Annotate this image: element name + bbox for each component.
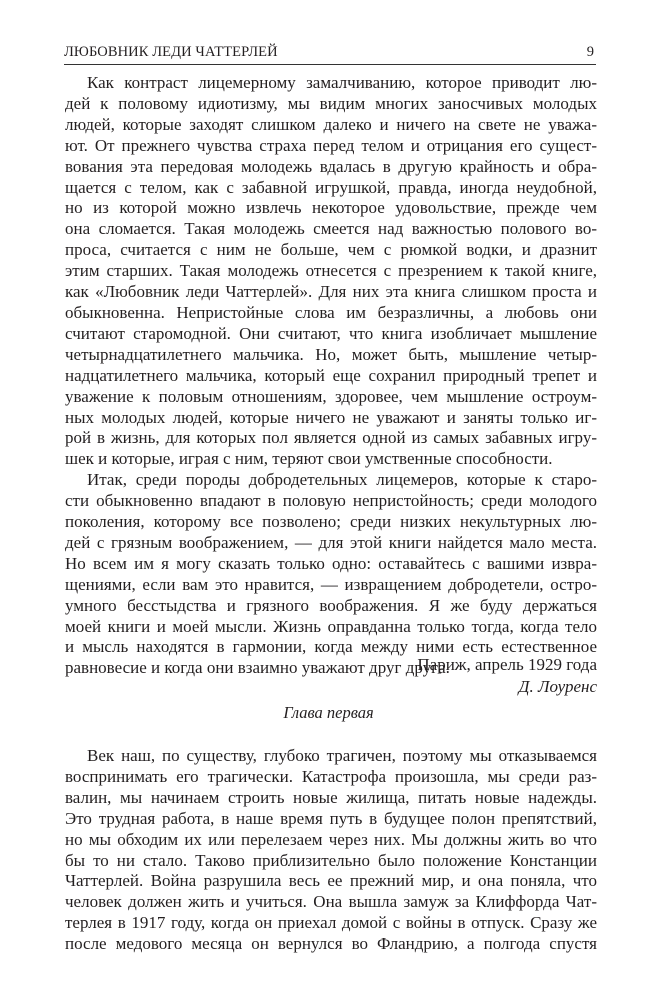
text-line: человек должен жить и учиться. Она вышла замуж за Клиффорда Чат- [65,892,597,912]
text-line: Как контраст лицемерному замалчиванию, которое приводит лю- [87,73,597,92]
text-line: четырнадцатилетнего мальчика. Но, может быть, мышление четыр- [65,344,597,364]
text-line: уважение к половым отношениям, здоровее, чем мышление остроум- [65,386,597,406]
text-line: Это трудная работа, в наше время путь в будущее полон препятствий, [65,808,597,828]
text-line: но из которой можно извлечь некоторое удовольствие, прежде чем [65,198,597,218]
text-line: бы то ни стало. Таково приблизительно было положение Констанции [65,850,597,870]
text-line: валин, мы начинаем строить новые жилища, питать новые надежды. [65,787,597,807]
text-line: проса, считается с ним не больше, чем с рюмкой водки, и дразнит [65,240,597,260]
text-line: этим старших. Такая молодежь отнесется с презрением к такой книге, [65,261,597,281]
text-line: после медового месяца он вернулся во Фландрию, а полгода спустя [65,934,597,954]
text-line: моей книги и моей мысли. Жизнь оправданна только тогда, когда тело [65,616,597,636]
text-line: считают старомодной. Они считают, что книга изобличает мышление [65,323,597,343]
author: Д. Лоуренс [518,677,597,696]
text-line: обыкновенна. Непристойные слова им безразличны, а любовь они [65,302,597,322]
text-line: воспринимать его трагически. Катастрофа произошла, мы среди раз- [65,766,597,786]
text-line: но мы обходим их или перелезаем через них. Мы должны жить во что [65,829,597,849]
text-line: умного бесстыдства и грязного воображения. Я же буду держаться [65,595,597,615]
chapter-text [65,746,597,955]
text-line: как «Любовник леди Чаттерлей». Для них эта книга слишком проста и [65,282,597,302]
text-line: Век наш, по существу, глубоко трагичен, поэтому мы отказываемся [87,746,597,765]
paragraph [65,73,597,470]
text-line: ных молодых людей, которые ничего не уважают и заняты только иг- [65,407,597,427]
paragraph [65,470,597,679]
running-header [64,42,596,65]
chapter-title: Глава первая [283,703,374,722]
preface-text [65,73,597,679]
signature-block [417,654,597,698]
text-line: ют. От прежнего чувства страха перед телом и отрицания его сущест- [65,135,597,155]
text-line: надцатилетнего мальчика, который еще сохранил природный трепет и [65,365,597,385]
text-line: вования эта передовая молодежь вдалась в другую крайность и обра- [65,156,597,176]
text-line: поколения, которому все позволено; среди низких некультурных лю- [65,512,597,532]
text-line: Чаттерлей. Война разрушила весь ее прежний мир, и она поняла, что [65,871,597,891]
text-line: щениями, если вам это нравится, — извращением добродетели, остро- [65,574,597,594]
text-line: людей, которые заходят слишком далеко и ничего на свете не уважа- [65,114,597,134]
page-number: 9 [586,44,594,60]
text-line: шек и которые, играя с ним, теряют свои умственные способности. [65,449,553,469]
book-title: ЛЮБОВНИК ЛЕДИ ЧАТТЕРЛЕЙ [64,44,278,60]
text-line: и мысль находятся в гармонии, когда между ними есть естественное [65,637,597,657]
text-line: рой в жизнь, для которых пол является одной из самых забавных игру- [65,428,597,448]
text-line: щается с телом, как с забавной игрушкой, правда, иногда неудобной, [65,177,597,197]
text-line: сти обыкновенно впадают в половую непристойность; среди молодого [65,491,597,511]
text-line: она сломается. Такая молодежь смеется над важностью полового во- [65,219,597,239]
text-line: терлея в 1917 году, когда он приехал домой с войны в отпуск. Сразу же [65,913,597,933]
text-line: Итак, среди породы добродетельных лицемеров, которые к старо- [87,470,597,490]
text-line: равновесие и когда они взаимно уважают друг друга. [65,658,450,678]
paragraph [65,746,597,955]
text-line: дей с грязным воображением, — для этой книги найдется мало места. [65,532,597,552]
place-date: Париж, апрель 1929 года [417,655,597,674]
text-line: Но всем им я могу сказать только одно: оставайтесь с вашими извра- [65,553,597,573]
text-line: дей к половому идиотизму, мы видим многих заносчивых молодых [65,93,597,113]
